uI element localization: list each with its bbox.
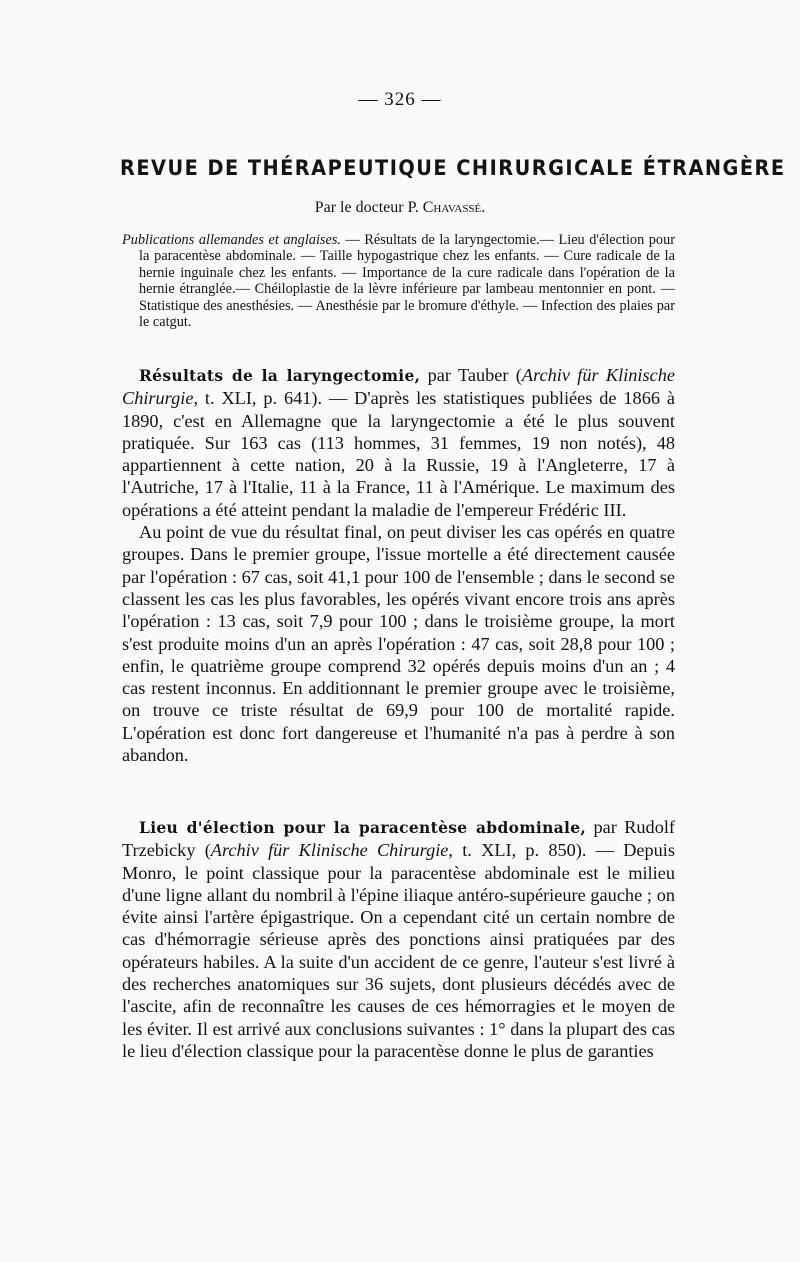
- page-number: — 326 —: [358, 89, 442, 110]
- section1-paragraph-1: [122, 364, 675, 521]
- section1-paragraph-2: Au point de vue du résultat final, on peut diviser les cas opérés en quatre groupes. Dans le premier groupe, l'issue mortelle a été directement causée par l'opération : 67 cas, soit 41,1 pour 100 de l'ensemble ; dans le second se classent les cas les plus favorables, les opérés vivant encore trois ans après l'opération : 13 cas, soit 7,9 pour 100 ; dans le troisième groupe, la mort s'est produite moins d'un an après l'opération : 47 cas, soit 28,8 pour 100 ; enfin, le quatrième groupe comprend 32 opérés depuis moins d'un an ; 4 cas restent inconnus. En additionnant le premier groupe avec le troisième, on trouve ce triste résultat de 69,9 pour 100 de mortalité rapide. L'opération est donc fort dangereuse et l'humanité n'a pas à perdre à son abandon.: [122, 522, 675, 766]
- summary-text: — Résultats de la laryngectomie.— Lieu d'élection pour la paracentèse abdominale. — Taille hypogastrique chez les enfants. — Cure radicale de la hernie inguinale chez les enfants. — Importance de la cure radicale dans l'opération de la hernie étranglée.— Chéiloplastie de la lèvre inférieure par lambeau mentonnier en pont. — Statistique des anesthésies. — Anesthésie par le bromure d'éthyle. — Infection des plaies par le catgut.: [139, 232, 675, 331]
- summary-paragraph: [122, 232, 675, 330]
- section2-paragraph-1: [122, 816, 675, 1062]
- byline-author: Chavassé: [422, 199, 482, 216]
- article-title: REVUE DE THÉRAPEUTIQUE CHIRURGICALE ÉTRANGÈRE: [120, 156, 786, 180]
- section-laryngectomie: [122, 364, 675, 766]
- byline-suffix: .: [481, 199, 486, 216]
- byline: [0, 199, 800, 217]
- section1-heading: Résultats de la laryngectomie,: [139, 366, 421, 385]
- byline-prefix: Par le docteur P.: [314, 199, 423, 216]
- section2-ref-journal: Archiv für Klinische Chirurgie: [210, 840, 449, 861]
- section2-ref-post: , t. XLI, p. 850).: [448, 840, 587, 861]
- section1-ref-pre: par Tauber (: [420, 365, 522, 385]
- section-paracentese: [122, 816, 675, 1062]
- section2-ref-pre: par Rudolf Trzebicky (: [122, 817, 676, 861]
- section1-text-1: — D'après les statistiques publiées de 1866 à 1890, c'est en Allemagne que la laryngectomie a été le plus souvent pratiquée. Sur 163 cas (113 hommes, 31 femmes, 19 non notés), 48 appartiennent à cette nation, 20 à la Russie, 19 à l'Angleterre, 17 à l'Autriche, 17 à l'Italie, 11 à la France, 11 à l'Amérique. Le maximum des opérations a été atteint pendant la maladie de l'empereur Frédéric III.: [122, 388, 675, 520]
- section1-ref-post: , t. XLI, p. 641).: [193, 388, 323, 409]
- section1-ref-journal: Archiv für Klinische Chirurgie: [122, 365, 675, 409]
- section2-text-1: — Depuis Monro, le point classique pour la paracentèse abdominale est le milieu d'une ligne allant du nombril à l'épine iliaque antéro-supérieure gauche ; on évite ainsi l'artère épigastrique. On a cependant cité un certain nombre de cas d'hémorragie sérieuse après des ponctions ainsi pratiquées par des opérateurs habiles. A la suite d'un accident de ce genre, l'auteur s'est livré à des recherches anatomiques sur 36 sujets, dont plusieurs décédés avec de l'ascite, afin de reconnaître les causes de ces hémorragies et le moyen de les éviter. Il est arrivé aux conclusions suivantes : 1° dans la plupart des cas le lieu d'élection classique pour la paracentèse donne le plus de garanties: [122, 840, 675, 1061]
- summary-lead: Publications allemandes et anglaises.: [122, 232, 341, 248]
- section2-heading: Lieu d'élection pour la paracentèse abdominale,: [139, 818, 587, 837]
- article-summary: [122, 232, 675, 330]
